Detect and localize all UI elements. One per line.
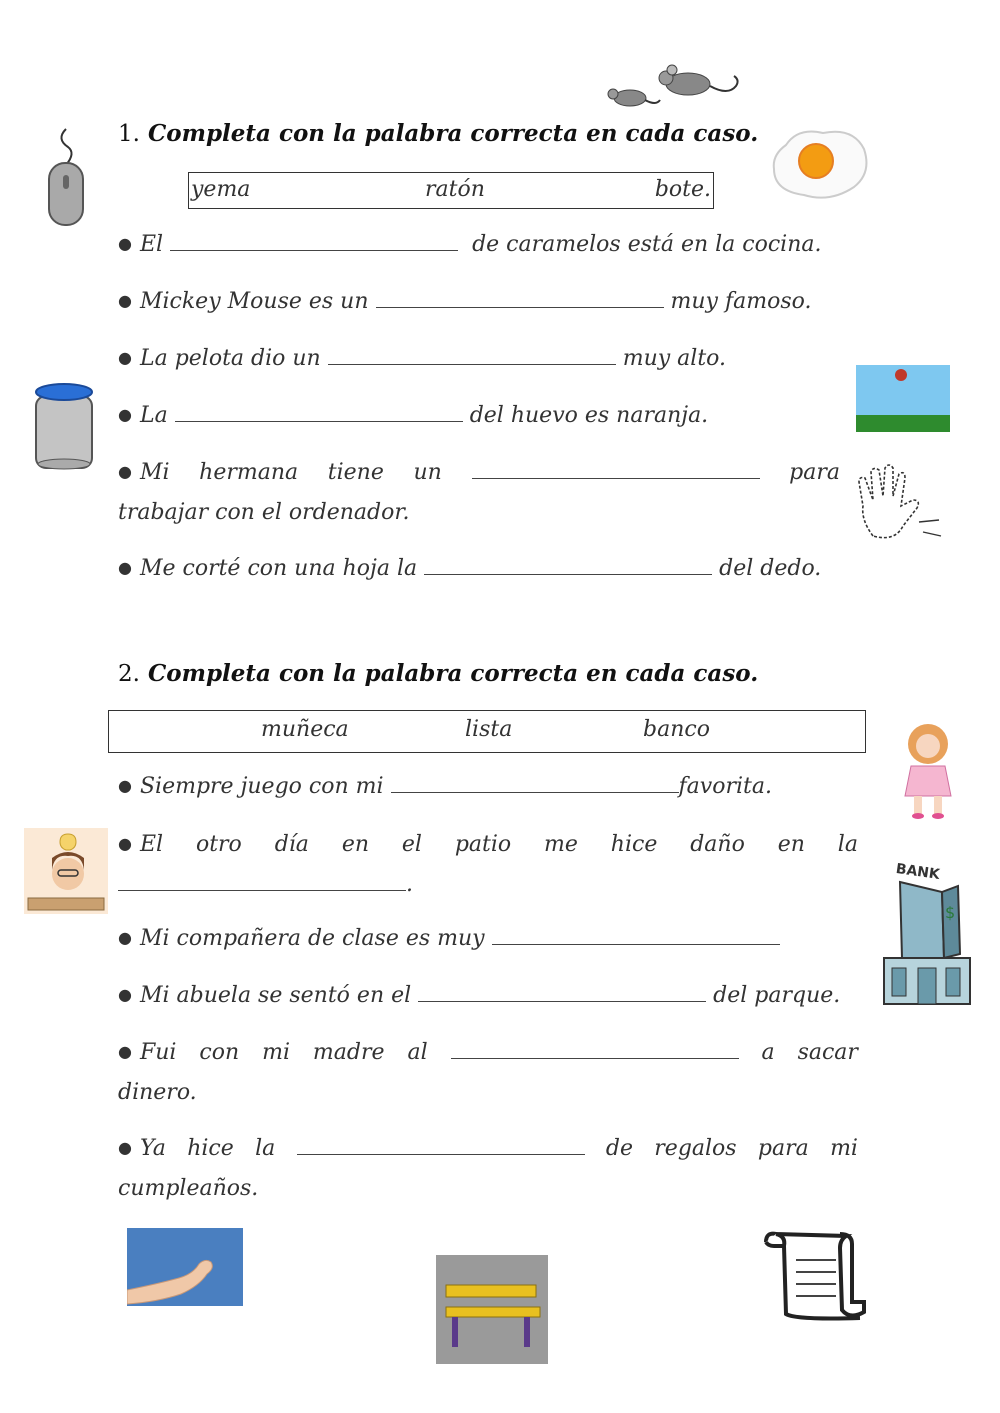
- section1-number: 1.: [118, 121, 140, 147]
- answer-blank[interactable]: [376, 289, 664, 308]
- section2-number: 2.: [118, 661, 140, 687]
- section1-word-bank: [188, 172, 714, 209]
- answer-blank[interactable]: [328, 346, 616, 365]
- section1-title: Completa con la palabra correcta en cada caso.: [147, 120, 759, 147]
- bullet-icon: ●: [118, 928, 132, 947]
- bullet-icon: ●: [118, 405, 132, 424]
- section1-sentence-2: ● Mickey Mouse es un muy famoso.: [118, 289, 812, 314]
- fried-egg-illustration: [768, 125, 872, 203]
- section1-sentence-3: ● La pelota dio un muy alto.: [118, 346, 727, 371]
- section2-sentence-5: ● Fui con mi madre al a sacar: [118, 1040, 858, 1065]
- answer-blank[interactable]: [472, 460, 760, 479]
- bullet-icon: ●: [118, 348, 132, 367]
- section1-heading: [118, 120, 758, 147]
- word-bank-item: yema: [191, 177, 251, 202]
- section2-sentence-2-continued: .: [118, 872, 413, 897]
- answer-blank[interactable]: [175, 403, 463, 422]
- bench-illustration: [436, 1255, 548, 1364]
- answer-blank[interactable]: [424, 556, 712, 575]
- hand-photo-illustration: [127, 1228, 243, 1306]
- bullet-icon: ●: [118, 462, 132, 481]
- computer-mouse-illustration: [44, 125, 90, 230]
- bullet-icon: ●: [118, 558, 132, 577]
- section2-sentence-3: ● Mi compañera de clase es muy: [118, 926, 780, 951]
- doll-illustration: [895, 722, 961, 820]
- section2-sentence-6-continued: cumpleaños.: [118, 1176, 259, 1201]
- bank-sign-text: BANK: [894, 860, 941, 883]
- word-bank-item: muñeca: [261, 717, 349, 742]
- answer-blank[interactable]: [170, 232, 458, 251]
- section2-title: Completa con la palabra correcta en cada caso.: [147, 660, 759, 687]
- answer-blank[interactable]: [451, 1040, 739, 1059]
- bullet-icon: ●: [118, 834, 132, 853]
- mice-illustration: [598, 56, 743, 114]
- word-bank-item: banco: [643, 717, 710, 742]
- answer-blank[interactable]: [492, 926, 780, 945]
- answer-blank[interactable]: [118, 872, 406, 891]
- answer-blank[interactable]: [391, 774, 679, 793]
- section1-sentence-1: ● El de caramelos está en la cocina.: [118, 232, 822, 257]
- section1-sentence-6: ● Me corté con una hoja la del dedo.: [118, 556, 822, 581]
- girl-reading-illustration: [24, 828, 108, 914]
- section1-sentence-4: ● La del huevo es naranja.: [118, 403, 709, 428]
- section2-sentence-1: ● Siempre juego con mi favorita.: [118, 774, 772, 799]
- section2-sentence-5-continued: dinero.: [118, 1080, 197, 1105]
- jar-illustration: [32, 382, 96, 472]
- bullet-icon: ●: [118, 291, 132, 310]
- hand-illustration: [853, 462, 945, 550]
- section2-heading: [118, 660, 758, 687]
- section1-sentence-5-continued: trabajar con el ordenador.: [118, 500, 410, 525]
- bank-building-illustration: [878, 858, 974, 1010]
- bullet-icon: ●: [118, 985, 132, 1004]
- word-bank-item: bote.: [654, 177, 711, 202]
- bullet-icon: ●: [118, 1138, 132, 1157]
- answer-blank[interactable]: [418, 983, 706, 1002]
- section2-sentence-4: ● Mi abuela se sentó en el del parque.: [118, 983, 841, 1008]
- bullet-icon: ●: [118, 776, 132, 795]
- ball-landscape-illustration: [856, 365, 950, 432]
- section2-sentence-2: ● El otro día en el patio me hice daño en la: [118, 832, 858, 857]
- list-scroll-illustration: [760, 1230, 870, 1322]
- bullet-icon: ●: [118, 1042, 132, 1061]
- section2-word-bank: [108, 710, 866, 753]
- word-bank-item: ratón: [425, 177, 485, 202]
- section1-sentence-5: ● Mi hermana tiene un para: [118, 460, 840, 485]
- svg-text:$: $: [945, 903, 956, 922]
- word-bank-item: lista: [465, 717, 513, 742]
- answer-blank[interactable]: [297, 1136, 585, 1155]
- bullet-icon: ●: [118, 234, 132, 253]
- section2-sentence-6: ● Ya hice la de regalos para mi: [118, 1136, 858, 1161]
